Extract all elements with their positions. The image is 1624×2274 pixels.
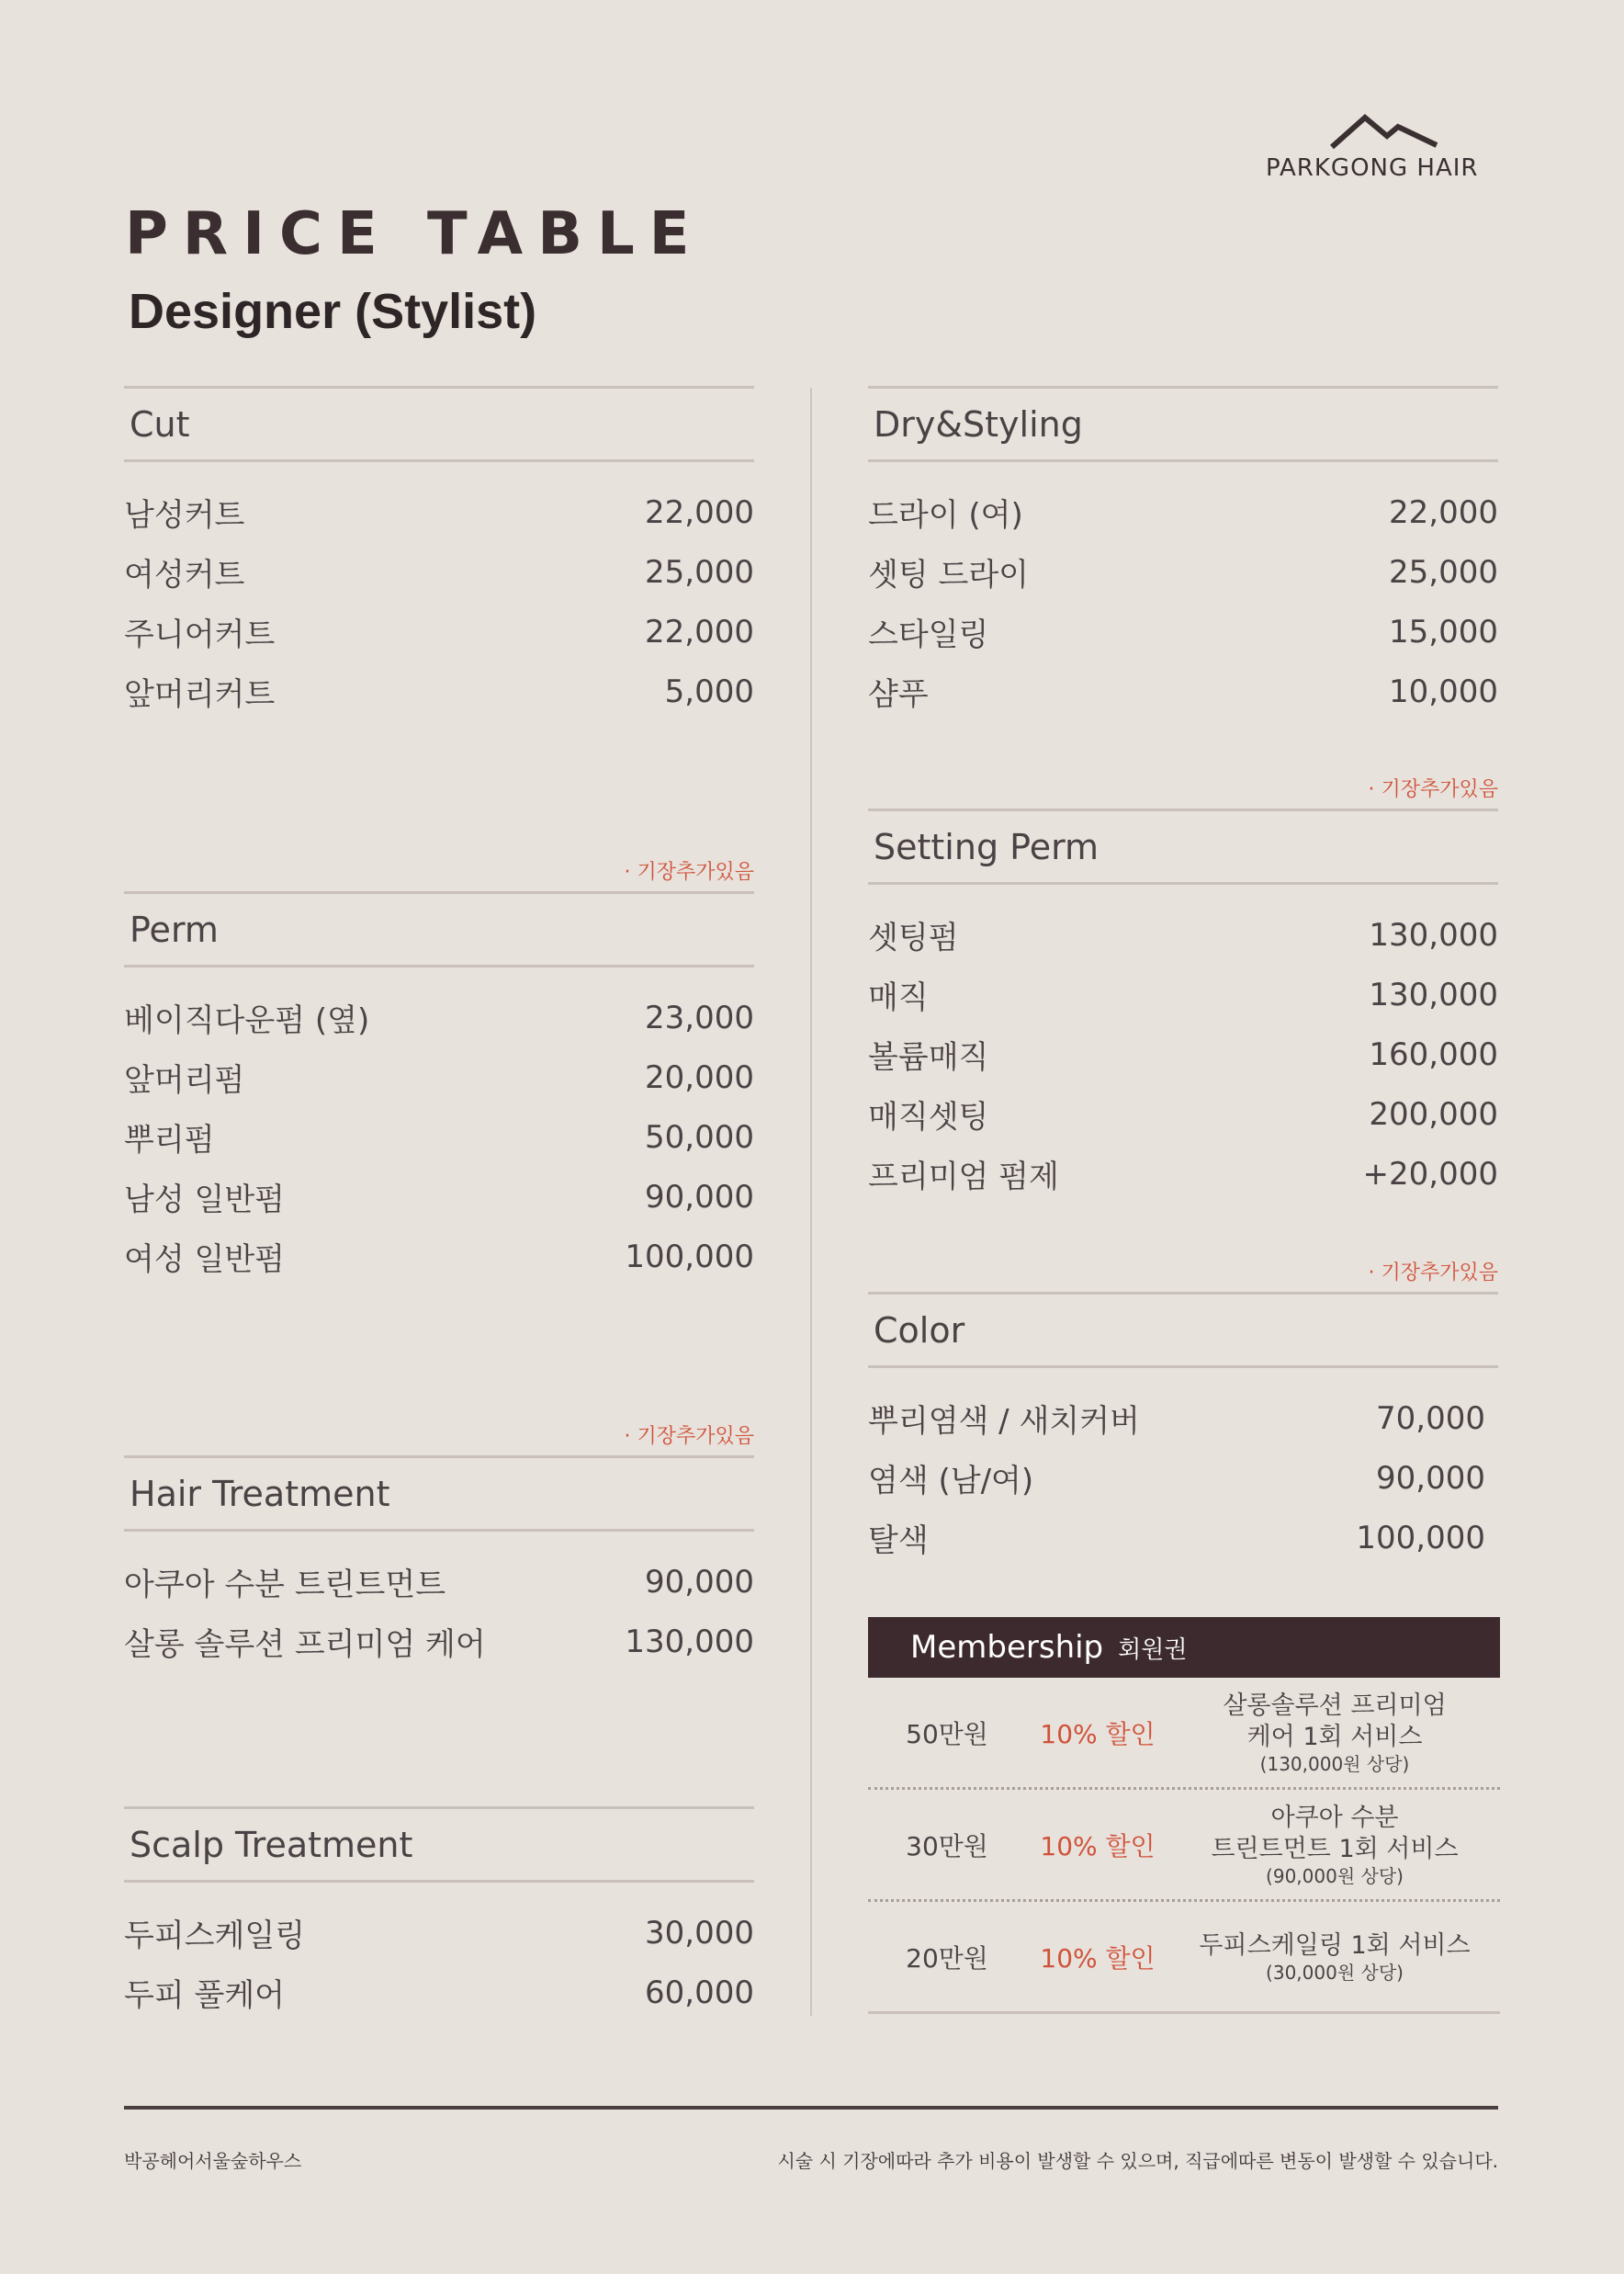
footer-shop-name: 박공헤어서울숲하우스: [124, 2150, 302, 2172]
service-line: 케어 1회 서비스: [1246, 1722, 1423, 1751]
membership-amount: 30만원: [906, 1830, 988, 1861]
item-price: 22,000: [645, 493, 754, 531]
item-price: 70,000: [1376, 1399, 1485, 1437]
length-note: · 기장추가있음: [624, 861, 754, 884]
membership-header: [868, 1617, 1500, 1678]
item-name: 스타일링: [868, 617, 989, 653]
membership-title: Membership: [910, 1629, 1104, 1666]
section-scalp-treatment: [124, 1806, 754, 2022]
section-perm: [124, 861, 754, 1286]
membership-service: [1169, 1930, 1500, 1984]
service-line: 살롱솔루션 프리미엄: [1223, 1691, 1447, 1720]
membership-discount: 10% 할인: [1040, 1830, 1156, 1861]
item-name: 살롱 솔루션 프리미엄 케어: [124, 1626, 486, 1663]
price-row: [124, 1612, 754, 1671]
item-price: 130,000: [625, 1623, 754, 1660]
item-name: 매직: [868, 979, 929, 1016]
item-price: 90,000: [645, 1178, 754, 1216]
item-price: 130,000: [1369, 976, 1498, 1013]
item-name: 여성 일반펌: [124, 1241, 286, 1278]
item-price: 5,000: [664, 673, 754, 710]
item-price: 100,000: [1356, 1519, 1485, 1556]
item-price: 100,000: [625, 1238, 754, 1275]
price-row: [124, 1167, 754, 1227]
brand-logo: [1266, 112, 1501, 182]
item-name: 매직셋팅: [868, 1099, 989, 1136]
section-title: Setting Perm: [868, 809, 1498, 885]
section-hair-treatment: [124, 1425, 754, 1671]
price-row: [124, 1903, 754, 1963]
item-name: 주니어커트: [124, 617, 276, 653]
section-title: Hair Treatment: [124, 1455, 754, 1532]
item-name: 뿌리염색 / 새치커버: [868, 1403, 1140, 1440]
item-name: 뿌리펌: [124, 1122, 215, 1159]
item-name: 드라이 (여): [868, 497, 1023, 534]
price-row: [124, 1047, 754, 1107]
price-row: [124, 1107, 754, 1167]
column-divider: [810, 388, 812, 2016]
price-row: [124, 602, 754, 662]
price-row: [868, 965, 1498, 1024]
section-title: Color: [868, 1292, 1498, 1368]
item-price: 60,000: [645, 1974, 754, 2011]
item-price: 23,000: [645, 999, 754, 1036]
item-price: 50,000: [645, 1118, 754, 1156]
item-name: 두피 풀케어: [124, 1977, 286, 2014]
price-row: [124, 542, 754, 602]
service-value-note: (90,000원 상당): [1266, 1864, 1404, 1887]
section-color: [868, 1261, 1498, 1567]
membership-discount: 10% 할인: [1040, 1718, 1156, 1749]
price-row: [124, 1963, 754, 2022]
item-price: 25,000: [645, 553, 754, 591]
item-name: 염색 (남/여): [868, 1463, 1034, 1499]
roof-logo-icon: [1330, 112, 1440, 151]
membership-row: [868, 1790, 1500, 1902]
item-price: 10,000: [1389, 673, 1498, 710]
membership-service: [1169, 1691, 1500, 1775]
item-name: 탈색: [868, 1522, 929, 1559]
item-name: 남성 일반펌: [124, 1182, 286, 1218]
price-row: [868, 1388, 1498, 1448]
price-row: [868, 1508, 1498, 1567]
price-row: [868, 662, 1498, 721]
price-row: [868, 1024, 1498, 1084]
price-row: [124, 988, 754, 1047]
price-row: [868, 602, 1498, 662]
membership-row: [868, 1678, 1500, 1790]
section-cut: [124, 386, 754, 721]
item-price: 22,000: [645, 613, 754, 651]
membership-discount: 10% 할인: [1040, 1942, 1156, 1974]
item-price: 200,000: [1369, 1095, 1498, 1133]
membership-title-kr: 회원권: [1118, 1635, 1188, 1664]
item-name: 셋팅펌: [868, 920, 959, 956]
section-title: Cut: [124, 386, 754, 462]
price-row: [868, 1448, 1498, 1508]
membership-row: [868, 1902, 1500, 2014]
item-name: 남성커트: [124, 497, 245, 534]
length-note: · 기장추가있음: [1368, 1261, 1498, 1284]
item-price: +20,000: [1362, 1155, 1498, 1193]
price-row: [868, 1084, 1498, 1144]
item-price: 22,000: [1389, 493, 1498, 531]
membership-amount: 20만원: [906, 1942, 988, 1974]
service-line: 두피스케일링 1회 서비스: [1199, 1930, 1471, 1960]
item-name: 샴푸: [868, 676, 929, 713]
length-note: · 기장추가있음: [1368, 778, 1498, 801]
price-row: [124, 1552, 754, 1612]
item-price: 90,000: [1376, 1459, 1485, 1497]
service-line: 트린트먼트 1회 서비스: [1211, 1834, 1459, 1863]
service-line: 아쿠아 수분: [1270, 1803, 1399, 1832]
section-title: Dry&Styling: [868, 386, 1498, 462]
item-price: 130,000: [1369, 916, 1498, 954]
price-row: [868, 482, 1498, 542]
item-name: 볼륨매직: [868, 1039, 989, 1076]
brand-name: PARKGONG HAIR: [1266, 154, 1479, 182]
service-value-note: (130,000원 상당): [1259, 1752, 1410, 1775]
membership-service: [1169, 1803, 1500, 1887]
section-title: Scalp Treatment: [124, 1806, 754, 1883]
item-name: 앞머리커트: [124, 676, 276, 713]
item-price: 30,000: [645, 1914, 754, 1952]
footer-disclaimer: 시술 시 기장에따라 추가 비용이 발생할 수 있으며, 직급에따른 변동이 발생할 수 있습니다.: [777, 2150, 1498, 2172]
item-name: 프리미엄 펌제: [868, 1159, 1059, 1195]
price-row: [868, 1144, 1498, 1204]
price-row: [124, 482, 754, 542]
section-title: Perm: [124, 891, 754, 967]
service-value-note: (30,000원 상당): [1266, 1961, 1404, 1984]
item-price: 90,000: [645, 1563, 754, 1601]
item-price: 160,000: [1369, 1035, 1498, 1073]
price-row: [124, 1227, 754, 1286]
item-name: 여성커트: [124, 557, 245, 594]
price-row: [868, 542, 1498, 602]
item-price: 25,000: [1389, 553, 1498, 591]
item-name: 두피스케일링: [124, 1918, 306, 1954]
item-price: 15,000: [1389, 613, 1498, 651]
length-note: · 기장추가있음: [624, 1425, 754, 1448]
section-setting-perm: [868, 778, 1498, 1204]
item-name: 베이직다운펌 (옆): [124, 1002, 370, 1039]
price-row: [868, 905, 1498, 965]
item-name: 셋팅 드라이: [868, 557, 1030, 594]
item-name: 앞머리펌: [124, 1062, 245, 1099]
item-name: 아쿠아 수분 트린트먼트: [124, 1567, 446, 1603]
membership-amount: 50만원: [906, 1718, 988, 1749]
page-subtitle: Designer (Stylist): [129, 284, 537, 339]
price-row: [124, 662, 754, 721]
item-price: 20,000: [645, 1058, 754, 1096]
membership-table: [868, 1617, 1500, 2014]
page-title: PRICE TABLE: [125, 200, 705, 268]
section-dry-styling: [868, 386, 1498, 721]
footer-divider: [124, 2106, 1498, 2110]
